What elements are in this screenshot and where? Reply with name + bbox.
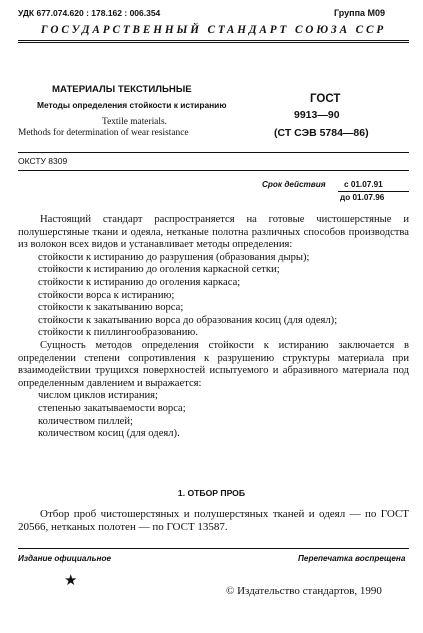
document-body	[18, 214, 409, 441]
title-ru-main: МАТЕРИАЛЫ ТЕКСТИЛЬНЫЕ	[52, 84, 192, 95]
gost-number: 9913—90	[294, 109, 340, 121]
copyright-line: © Издательство стандартов, 1990	[226, 585, 382, 597]
essence-paragraph: Сущность методов определения стойкости к истиранию заключается в определении степени сопротивления к разрушению структуры материала при взаимодействии трущихся поверхностей испытуемого и абразивного материала под определенным давлением и выражается:	[18, 339, 409, 389]
udk-code: УДК 677.074.620 : 178.162 : 006.354	[18, 8, 161, 18]
validity-from: с 01.07.91	[344, 180, 383, 189]
gost-label: ГОСТ	[310, 93, 341, 105]
section-1-text: Отбор проб чистошерстяных и полушерстяных тканей и одеял — по ГОСТ 20566, нетканых полотен — по ГОСТ 13587.	[18, 508, 409, 533]
validity-rule	[338, 191, 409, 192]
title-en-line1: Textile materials.	[102, 117, 167, 127]
method-item-4: стойкости ворса к истиранию;	[38, 289, 175, 301]
okstu-code: ОКСТУ 8309	[18, 156, 68, 166]
measure-item-2: степенью закатываемости ворса;	[38, 402, 186, 414]
title-ru-sub: Методы определения стойкости к истиранию	[37, 100, 227, 110]
method-item-7: стойкости к пиллингообразованию.	[38, 327, 198, 339]
section-1-heading: 1. ОТБОР ПРОБ	[177, 488, 246, 498]
validity-to: до 01.07.96	[340, 193, 385, 202]
st-sev-number: (СТ СЭВ 5784—86)	[274, 127, 369, 139]
official-edition-label: Издание официальное	[18, 554, 111, 563]
method-item-5: стойкости к закатыванию ворса;	[38, 302, 184, 314]
intro-paragraph: Настоящий стандарт распространяется на готовые чистошерстяные и полушерстяные ткани и одеяла, нетканые полотна различных способов производства из волокон всех видов и устанавливает методы определения:	[18, 214, 409, 251]
okstu-rule	[18, 170, 409, 171]
method-item-2: стойкости к истиранию до оголения каркасной сетки;	[38, 264, 280, 276]
title-rule	[18, 152, 409, 153]
method-item-1: стойкости к истиранию до разрушения (образования дыры);	[38, 251, 310, 263]
method-item-3: стойкости к истиранию до оголения каркаса;	[38, 276, 241, 288]
reprint-prohibited-label: Перепечатка воспрещена	[298, 554, 406, 563]
banner-rule-top	[18, 40, 409, 41]
measure-item-1: числом циклов истирания;	[38, 390, 158, 402]
measure-item-4: количеством косиц (для одеял).	[38, 428, 180, 440]
footer-rule	[18, 548, 409, 549]
validity-label: Срок действия	[262, 180, 326, 189]
standard-banner: ГОСУДАРСТВЕННЫЙ СТАНДАРТ СОЮЗА ССР	[40, 24, 387, 36]
title-en-line2: Methods for determination of wear resistance	[18, 128, 189, 138]
group-code: Группа М09	[334, 8, 386, 18]
method-item-6: стойкости к закатыванию ворса до образования косиц (для одеял);	[38, 314, 338, 326]
banner-rule-bottom	[18, 42, 409, 43]
star-icon: ★	[64, 573, 78, 589]
measure-item-3: количеством пиллей;	[38, 415, 133, 427]
